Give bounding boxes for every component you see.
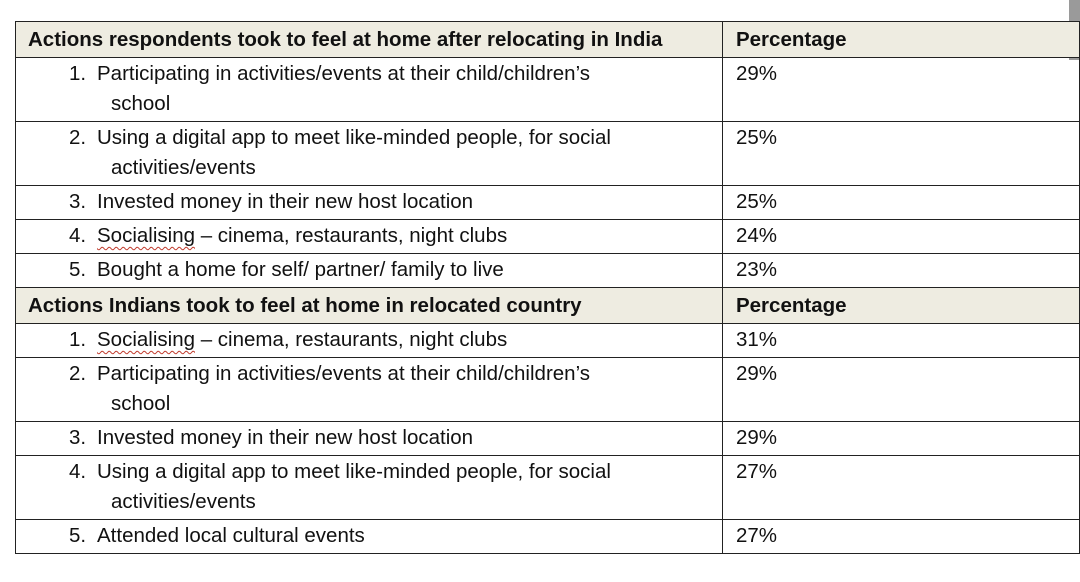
- list-item: [16, 220, 722, 253]
- percentage-value: 29%: [722, 422, 1079, 456]
- item-number: 3.: [69, 426, 87, 449]
- relocation-actions-table: [15, 21, 1080, 554]
- percentage-value: 31%: [722, 324, 1079, 358]
- section-header-label: Actions Indians took to feel at home in relocated country: [16, 288, 723, 324]
- table-body: [16, 22, 1080, 554]
- item-text: [97, 325, 722, 355]
- percentage-value: 24%: [722, 220, 1079, 254]
- table-row: [16, 122, 1080, 186]
- item-number: 4.: [69, 460, 87, 483]
- item-number: 1.: [69, 62, 87, 85]
- table-row: [16, 422, 1080, 456]
- list-item: [16, 186, 722, 219]
- item-number: 5.: [69, 524, 87, 547]
- action-cell: [16, 456, 723, 520]
- item-text: [97, 457, 722, 517]
- action-cell: [16, 220, 723, 254]
- item-text: [97, 123, 722, 183]
- item-text: [97, 359, 722, 419]
- item-text-rest: – cinema, restaurants, night clubs: [195, 328, 508, 351]
- list-item: [16, 58, 722, 121]
- item-text: [97, 423, 722, 453]
- item-number: 3.: [69, 190, 87, 213]
- item-number: 2.: [69, 362, 87, 385]
- list-item: [16, 358, 722, 421]
- percentage-value: 25%: [722, 122, 1079, 186]
- spellcheck-word[interactable]: Socialising: [97, 224, 195, 247]
- item-number: 1.: [69, 328, 87, 351]
- item-number: 4.: [69, 224, 87, 247]
- section-header-row: [16, 288, 1080, 324]
- item-text-main: Bought a home for self/ partner/ family to live: [97, 258, 504, 281]
- percentage-value: 27%: [722, 456, 1079, 520]
- action-cell: [16, 254, 723, 288]
- item-text: [97, 221, 722, 251]
- item-text-main: Participating in activities/events at their child/children’s: [97, 62, 591, 85]
- list-item: [16, 520, 722, 553]
- item-text-main: Using a digital app to meet like-minded people, for social: [97, 460, 611, 483]
- table-row: [16, 254, 1080, 288]
- item-text-main: Invested money in their new host location: [97, 190, 474, 213]
- item-text-main: Participating in activities/events at their child/children’s: [97, 362, 591, 385]
- action-cell: [16, 58, 723, 122]
- list-item: [16, 254, 722, 287]
- action-cell: [16, 358, 723, 422]
- percentage-value: 29%: [722, 358, 1079, 422]
- list-item: [16, 422, 722, 455]
- item-text-main: Invested money in their new host location: [97, 426, 474, 449]
- item-text-continuation: school: [111, 392, 171, 415]
- action-cell: [16, 520, 723, 554]
- percentage-value: 29%: [722, 58, 1079, 122]
- section-header-row: [16, 22, 1080, 58]
- list-item: [16, 122, 722, 185]
- item-text-continuation: activities/events: [111, 156, 256, 179]
- section-header-percentage: Percentage: [722, 288, 1079, 324]
- item-number: 5.: [69, 258, 87, 281]
- table-row: [16, 186, 1080, 220]
- item-text-rest: – cinema, restaurants, night clubs: [195, 224, 508, 247]
- percentage-value: 27%: [722, 520, 1079, 554]
- list-item: [16, 324, 722, 357]
- item-text: [97, 59, 722, 119]
- spellcheck-word[interactable]: Socialising: [97, 328, 195, 351]
- table-row: [16, 358, 1080, 422]
- table-row: [16, 324, 1080, 358]
- action-cell: [16, 422, 723, 456]
- percentage-value: 25%: [722, 186, 1079, 220]
- action-cell: [16, 186, 723, 220]
- item-text-main: Attended local cultural events: [97, 524, 365, 547]
- item-text-continuation: school: [111, 92, 171, 115]
- item-text: [97, 255, 722, 285]
- item-text: [97, 521, 722, 551]
- item-text-continuation: activities/events: [111, 490, 256, 513]
- percentage-value: 23%: [722, 254, 1079, 288]
- action-cell: [16, 122, 723, 186]
- item-number: 2.: [69, 126, 87, 149]
- table-row: [16, 58, 1080, 122]
- item-text-main: Using a digital app to meet like-minded people, for social: [97, 126, 611, 149]
- action-cell: [16, 324, 723, 358]
- table-row: [16, 220, 1080, 254]
- item-text: [97, 187, 722, 217]
- section-header-label: Actions respondents took to feel at home after relocating in India: [16, 22, 723, 58]
- list-item: [16, 456, 722, 519]
- table-row: [16, 520, 1080, 554]
- section-header-percentage: Percentage: [722, 22, 1079, 58]
- table-row: [16, 456, 1080, 520]
